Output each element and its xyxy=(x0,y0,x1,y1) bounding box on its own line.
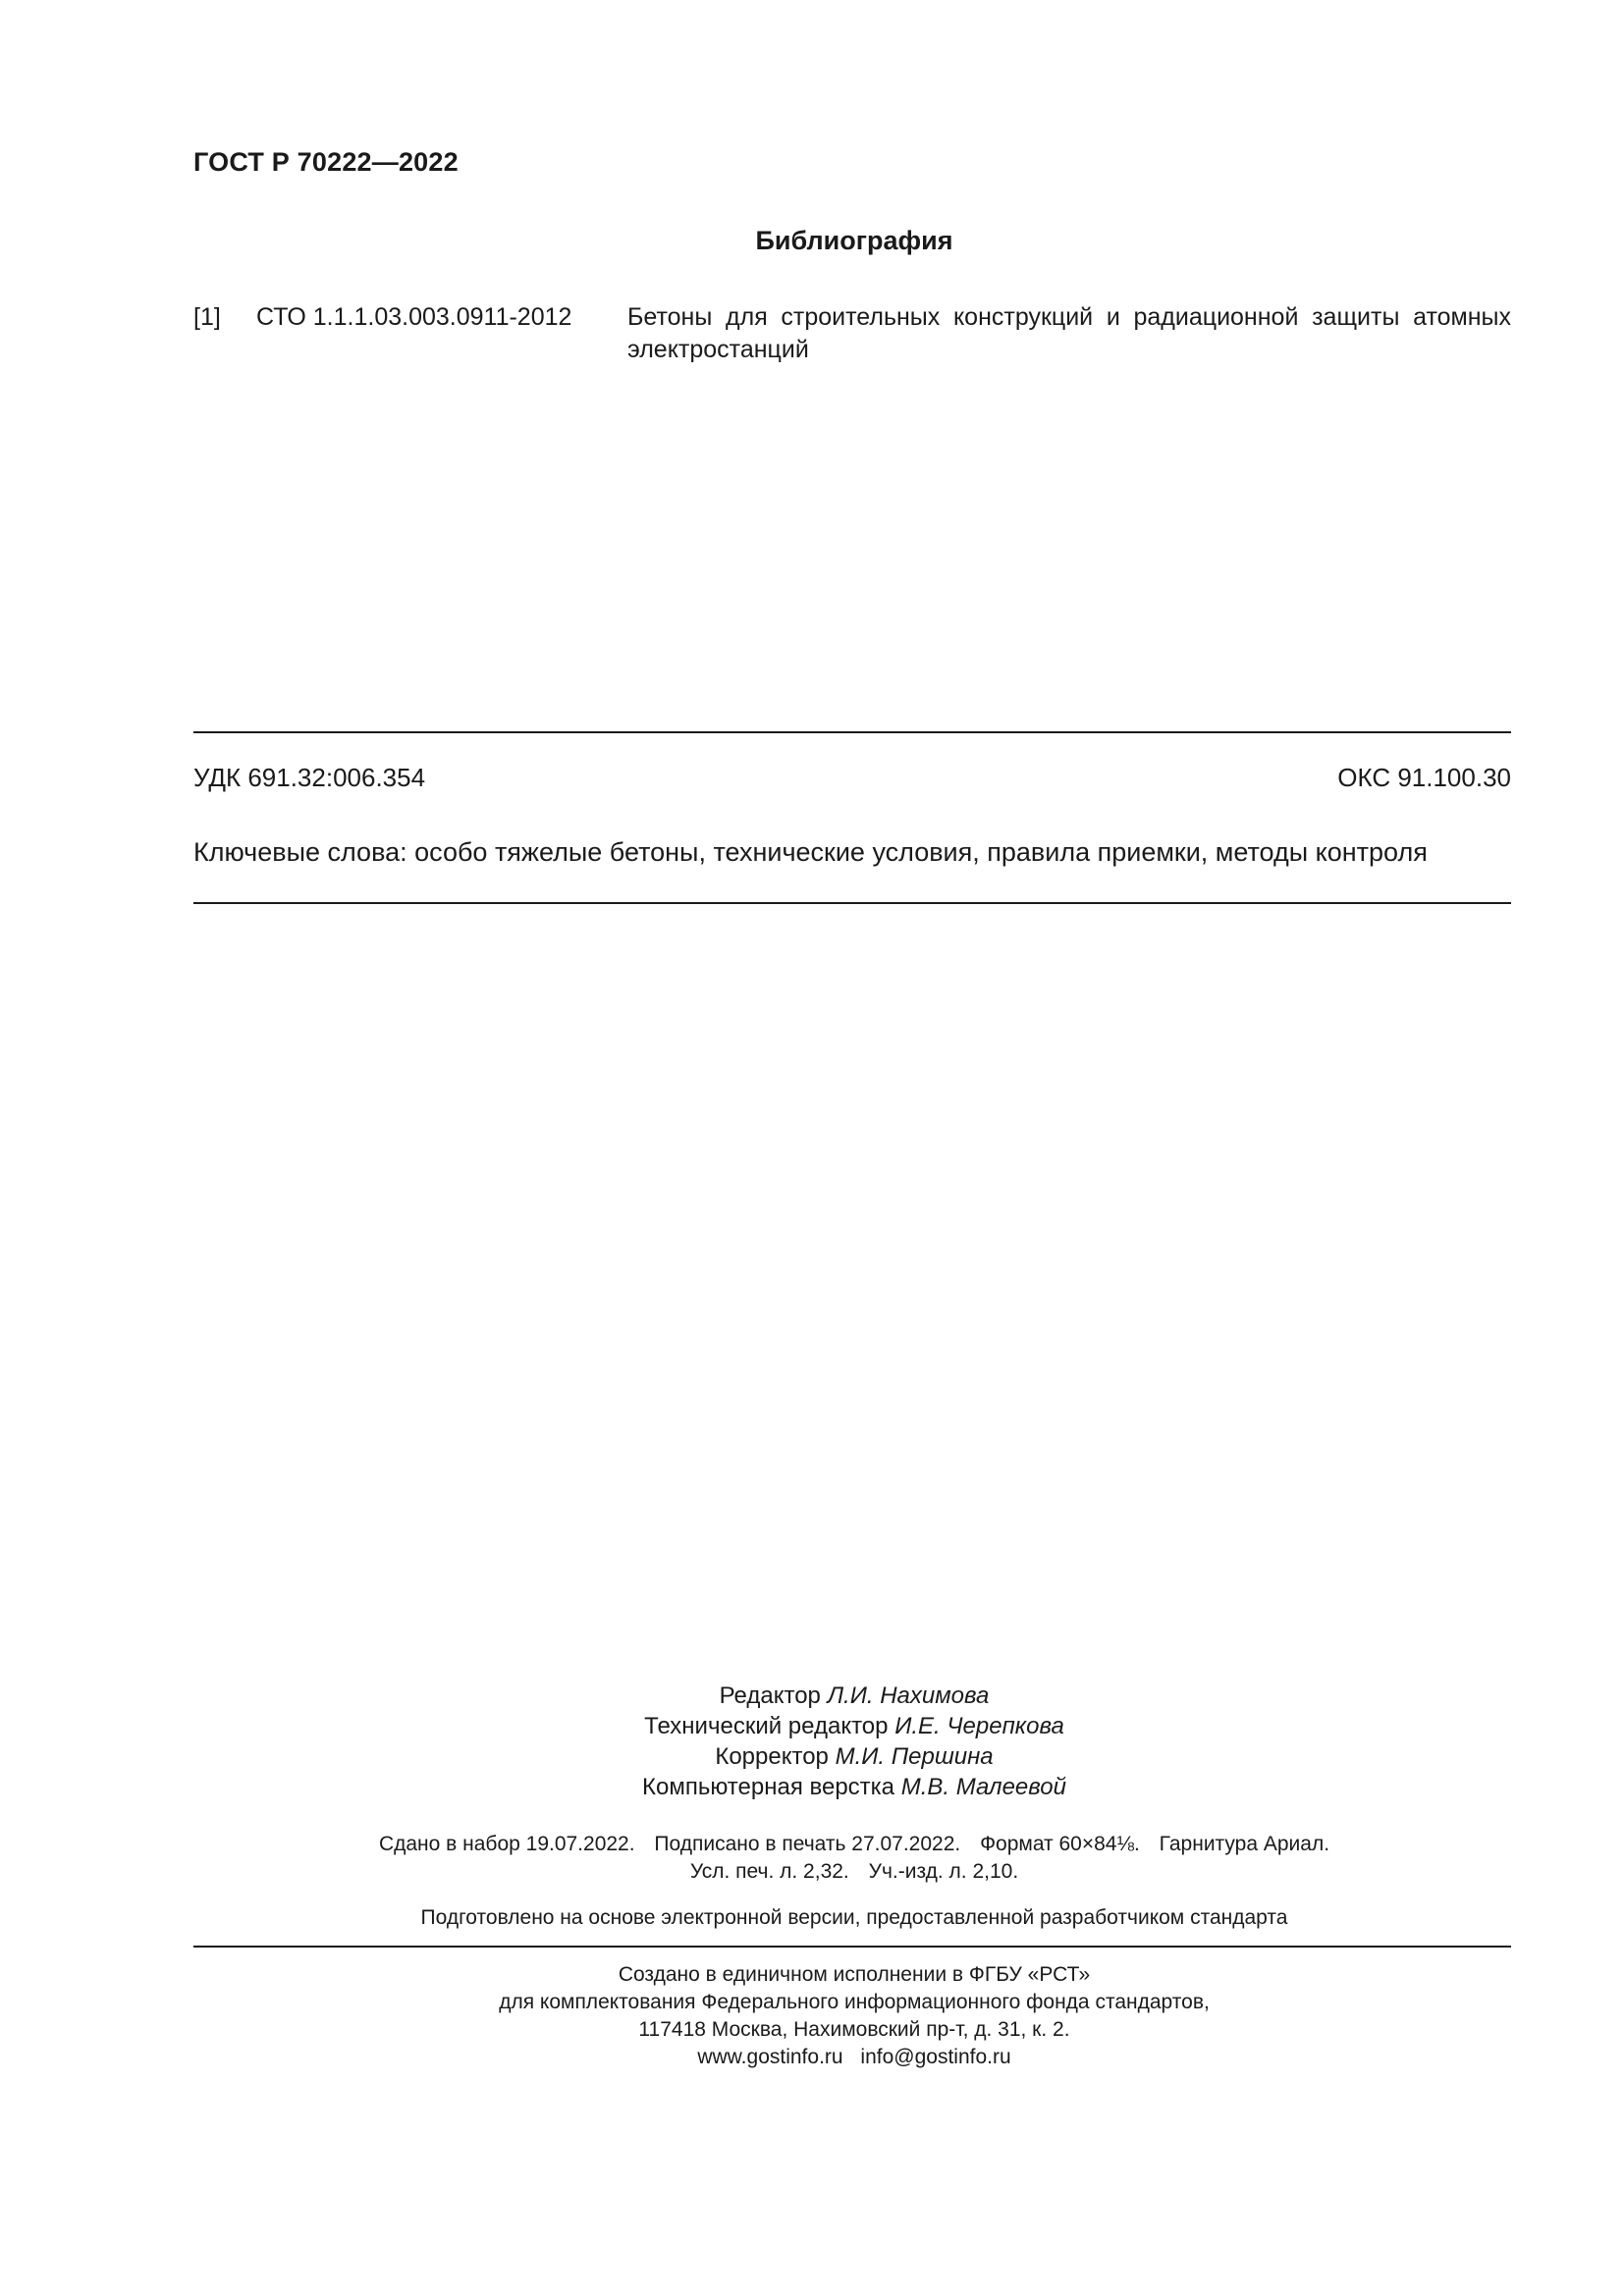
publisher-contacts xyxy=(295,2044,1414,2071)
credits-block xyxy=(452,1681,1257,1802)
oks-code: ОКС 91.100.30 xyxy=(1337,763,1511,792)
print-sheets: Усл. печ. л. 2,32. xyxy=(689,1860,849,1883)
editor-name: Л.И. Нахимова xyxy=(827,1682,990,1709)
editor-label: Редактор xyxy=(719,1682,821,1709)
bibliography-item-title: Бетоны для строительных конструкций и радиационной защиты атомных электростанций xyxy=(627,303,1511,363)
publisher-website[interactable]: www.gostinfo.ru xyxy=(697,2046,843,2068)
udk-code: УДК 691.32:006.354 xyxy=(193,763,426,792)
proofreader-line xyxy=(452,1741,1257,1772)
publisher-email[interactable]: info@gostinfo.ru xyxy=(860,2046,1011,2068)
tech-editor-label: Технический редактор xyxy=(644,1713,889,1739)
publisher-sheets: Уч.-изд. л. 2,10. xyxy=(868,1860,1019,1883)
proofreader-label: Корректор xyxy=(715,1743,829,1770)
signed-date: Подписано в печать 27.07.2022. xyxy=(654,1833,961,1855)
tech-editor-name: И.Е. Черепкова xyxy=(894,1713,1064,1739)
bibliography-title: Библиография xyxy=(755,226,953,255)
print-info xyxy=(295,1831,1414,1886)
divider-keywords xyxy=(193,902,1511,904)
editor-line xyxy=(452,1681,1257,1711)
bibliography-item-number: [1] xyxy=(193,303,221,331)
submitted-date: Сдано в набор 19.07.2022. xyxy=(378,1833,635,1855)
publisher-line-1: Создано в единичном исполнении в ФГБУ «РСТ» xyxy=(618,1963,1091,1986)
publisher-block xyxy=(295,1961,1414,2071)
tech-editor-line xyxy=(452,1711,1257,1741)
publisher-line-2: для комплектования Федерального информационного фонда стандартов, xyxy=(499,1991,1210,2013)
bibliography-item-code: СТО 1.1.1.03.003.0911-2012 xyxy=(256,303,572,331)
prepared-note: Подготовлено на основе электронной версии, предоставленной разработчиком стандарта xyxy=(420,1906,1288,1929)
publisher-address: 117418 Москва, Нахимовский пр-т, д. 31, к. 2. xyxy=(638,2018,1070,2041)
divider-bottom xyxy=(193,1946,1511,1948)
document-code: ГОСТ Р 70222—2022 xyxy=(193,147,459,177)
print-info-line-1 xyxy=(295,1831,1414,1858)
layout-label: Компьютерная верстка xyxy=(642,1774,895,1800)
print-info-line-2 xyxy=(295,1858,1414,1886)
paper-format: Формат 60×84⅛. xyxy=(980,1833,1140,1855)
typeface: Гарнитура Ариал. xyxy=(1159,1833,1330,1855)
layout-name: М.В. Малеевой xyxy=(900,1774,1066,1800)
keywords: Ключевые слова: особо тяжелые бетоны, технические условия, правила приемки, методы контроля xyxy=(193,837,1428,867)
proofreader-name: М.И. Першина xyxy=(835,1743,994,1770)
layout-line xyxy=(452,1772,1257,1802)
divider-top xyxy=(193,731,1511,733)
